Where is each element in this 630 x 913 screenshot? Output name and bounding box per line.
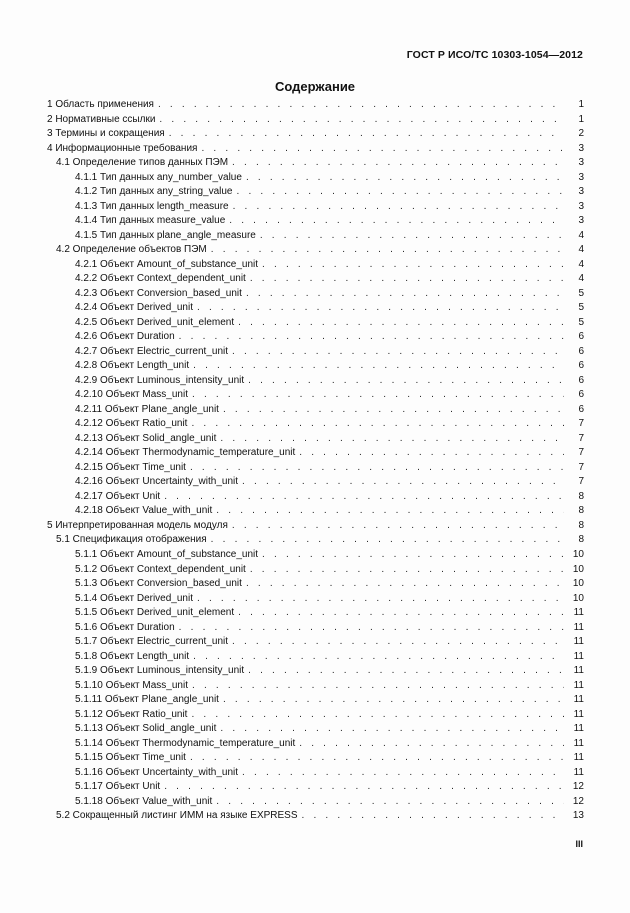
toc-entry[interactable]	[47, 287, 584, 302]
dot-leader	[246, 171, 564, 186]
toc-entry-label: 4.2.6 Объект Duration	[75, 331, 175, 343]
dot-leader	[246, 287, 564, 302]
toc-entry-page-number: 6	[578, 389, 584, 401]
toc-entry[interactable]	[47, 417, 584, 432]
toc-entry-label: 5.1.9 Объект Luminous_intensity_unit	[75, 665, 245, 677]
toc-entry-page-number: 11	[573, 650, 584, 662]
toc-entry-label: 5.1.15 Объект Time_unit	[75, 752, 186, 764]
dot-leader	[164, 490, 564, 505]
toc-entry-page-number: 2	[578, 128, 584, 140]
toc-entry-label: 3 Термины и сокращения	[47, 128, 165, 140]
toc-entry[interactable]	[47, 185, 584, 200]
dot-leader	[250, 272, 564, 287]
toc-entry[interactable]	[47, 650, 584, 665]
dot-leader	[232, 635, 564, 650]
toc-entry[interactable]	[47, 577, 584, 592]
toc-entry[interactable]	[47, 809, 584, 824]
toc-entry-label: 1 Область применения	[47, 99, 154, 110]
dot-leader	[197, 301, 564, 316]
toc-entry-page-number: 11	[573, 665, 584, 677]
toc-entry-label: 4.2.3 Объект Conversion_based_unit	[75, 287, 242, 299]
dot-leader	[262, 258, 564, 273]
dot-leader	[232, 345, 564, 360]
toc-entry[interactable]	[47, 766, 584, 781]
toc-entry-page-number: 6	[578, 331, 584, 343]
dot-leader	[248, 374, 564, 389]
dot-leader	[179, 621, 564, 636]
toc-entry-label: 4.1.4 Тип данных measure_value	[75, 215, 226, 227]
dot-leader	[248, 664, 564, 679]
toc-entry-label: 5.1.18 Объект Value_with_unit	[75, 795, 213, 807]
dot-leader	[232, 519, 564, 534]
toc-entry-page-number: 10	[572, 563, 584, 575]
toc-entry-page-number: 5	[578, 302, 584, 314]
dot-leader	[233, 200, 564, 215]
toc-entry-label: 4.2.12 Объект Ratio_unit	[75, 418, 188, 430]
toc-entry-label: 4.2.5 Объект Derived_unit_element	[75, 316, 235, 328]
toc-entry[interactable]	[47, 722, 584, 737]
toc-entry-label: 4.1 Определение типов данных ПЭМ	[56, 157, 229, 169]
toc-entry-page-number: 4	[578, 258, 584, 270]
toc-entry[interactable]	[47, 795, 584, 810]
toc-entry[interactable]	[47, 403, 584, 418]
dot-leader	[246, 577, 564, 592]
dot-leader	[242, 766, 564, 781]
toc-entry-page-number: 5	[578, 316, 584, 328]
toc-entry[interactable]	[47, 737, 584, 752]
toc-entry-page-number: 3	[578, 215, 584, 227]
toc-entry-label: 4.2.8 Объект Length_unit	[75, 360, 190, 372]
toc-entry-label: 4.2.16 Объект Uncertainty_with_unit	[75, 476, 239, 488]
toc-entry-label: 4.2.4 Объект Derived_unit	[75, 302, 193, 314]
toc-entry-label: 5.1.3 Объект Conversion_based_unit	[75, 578, 242, 590]
dot-leader	[190, 461, 564, 476]
toc-entry-label: 5.1.13 Объект Solid_angle_unit	[75, 723, 217, 735]
toc-entry[interactable]	[47, 301, 584, 316]
toc-entry-label: 5.1.17 Объект Unit	[75, 781, 161, 793]
dot-leader	[250, 563, 564, 578]
dot-leader	[238, 606, 564, 621]
toc-entry[interactable]	[47, 548, 584, 563]
dot-leader	[238, 316, 564, 331]
toc-entry[interactable]	[47, 751, 584, 766]
toc-entry-page-number: 4	[578, 229, 584, 241]
toc-entry-label: 5.1 Спецификация отображения	[56, 534, 207, 546]
toc-entry[interactable]	[47, 272, 584, 287]
toc-entry-page-number: 8	[578, 534, 584, 546]
toc-entry-page-number: 4	[578, 273, 584, 285]
toc-entry-page-number: 7	[578, 418, 584, 430]
standard-header: ГОСТ Р ИСО/ТС 10303-1054—2012	[406, 49, 583, 61]
toc-entry[interactable]	[47, 708, 584, 723]
toc-entry[interactable]	[47, 635, 584, 650]
toc-entry-label: 2 Нормативные ссылки	[47, 113, 156, 125]
toc-entry-page-number: 11	[573, 607, 584, 619]
toc-entry[interactable]	[47, 229, 584, 244]
toc-entry[interactable]	[47, 461, 584, 476]
toc-entry-label: 4.2.10 Объект Mass_unit	[75, 389, 188, 401]
toc-entry-label: 5.1.11 Объект Plane_angle_unit	[75, 694, 219, 706]
toc-entry-label: 5.1.10 Объект Mass_unit	[75, 679, 188, 691]
toc-entry-label: 5.2 Сокращенный листинг ИММ на языке EXPRESS	[56, 810, 298, 822]
toc-entry-label: 5.1.12 Объект Ratio_unit	[75, 708, 188, 720]
toc-entry-page-number: 6	[578, 345, 584, 357]
toc-entry[interactable]	[47, 563, 584, 578]
dot-leader	[193, 359, 564, 374]
toc-entry-label: 4.2.18 Объект Value_with_unit	[75, 505, 213, 517]
toc-entry-label: 4.2 Определение объектов ПЭМ	[56, 244, 207, 256]
dot-leader	[190, 751, 564, 766]
toc-entry[interactable]	[47, 258, 584, 273]
toc-entry-label: 4.2.11 Объект Plane_angle_unit	[75, 403, 219, 415]
toc-entry-label: 4.2.17 Объект Unit	[75, 490, 161, 502]
toc-entry[interactable]	[47, 113, 584, 128]
toc-entry-page-number: 6	[578, 374, 584, 386]
toc-entry[interactable]	[47, 432, 584, 447]
toc-entry-page-number: 6	[578, 360, 584, 372]
toc-entry-page-number: 12	[572, 781, 584, 793]
toc-entry-page-number: 11	[573, 723, 584, 735]
dot-leader	[262, 548, 564, 563]
dot-leader	[223, 403, 564, 418]
toc-entry-label: 4.1.2 Тип данных any_string_value	[75, 186, 233, 198]
page-title: Содержание	[274, 79, 356, 94]
dot-leader	[201, 142, 564, 157]
dot-leader	[236, 185, 564, 200]
toc-entry[interactable]	[47, 200, 584, 215]
dot-leader	[191, 417, 564, 432]
dot-leader	[164, 780, 564, 795]
toc-entry-page-number: 11	[573, 694, 584, 706]
toc-entry-label: 4.2.9 Объект Luminous_intensity_unit	[75, 374, 245, 386]
dot-leader	[299, 737, 564, 752]
toc-entry-label: 5.1.8 Объект Length_unit	[75, 650, 190, 662]
dot-leader	[169, 127, 564, 142]
dot-leader	[211, 533, 564, 548]
toc-entry-page-number: 8	[578, 505, 584, 517]
toc-entry-page-number: 11	[573, 766, 584, 778]
toc-entry-page-number: 10	[572, 578, 584, 590]
toc-entry[interactable]	[47, 664, 584, 679]
toc-entry-label: 5.1.1 Объект Amount_of_substance_unit	[75, 548, 259, 560]
toc-entry[interactable]	[47, 330, 584, 345]
toc-entry[interactable]	[47, 142, 584, 157]
toc-entry-page-number: 1	[578, 99, 584, 110]
dot-leader	[158, 98, 564, 113]
toc-entry[interactable]	[47, 98, 584, 113]
toc-entry-label: 4.1.3 Тип данных length_measure	[75, 200, 229, 212]
toc-entry-page-number: 11	[573, 737, 584, 749]
toc-entry-label: 4.1.5 Тип данных plane_angle_measure	[75, 229, 256, 241]
dot-leader	[232, 156, 564, 171]
toc-entry-page-number: 10	[572, 592, 584, 604]
toc-entry-page-number: 11	[573, 708, 584, 720]
toc-entry-page-number: 3	[578, 171, 584, 183]
dot-leader	[260, 229, 564, 244]
toc-entry-page-number: 8	[578, 519, 584, 531]
toc-entry[interactable]	[47, 171, 584, 186]
dot-leader	[220, 432, 564, 447]
toc-entry-page-number: 3	[578, 157, 584, 169]
toc-entry[interactable]	[47, 592, 584, 607]
toc-entry-label: 5.1.7 Объект Electric_current_unit	[75, 636, 229, 648]
toc-entry-label: 5 Интерпретированная модель модуля	[47, 519, 228, 531]
toc-entry-label: 5.1.2 Объект Context_dependent_unit	[75, 563, 246, 575]
toc-entry-label: 4.2.1 Объект Amount_of_substance_unit	[75, 258, 259, 270]
toc-entry-label: 4.1.1 Тип данных any_number_value	[75, 171, 242, 183]
dot-leader	[223, 693, 564, 708]
toc-entry-page-number: 11	[573, 636, 584, 648]
toc-entry[interactable]	[47, 127, 584, 142]
dot-leader	[192, 388, 564, 403]
toc-entry-page-number: 11	[573, 621, 584, 633]
toc-entry[interactable]	[47, 374, 584, 389]
toc-entry[interactable]	[47, 519, 584, 534]
toc-entry-page-number: 1	[578, 113, 584, 125]
toc-entry[interactable]	[47, 679, 584, 694]
page-number-footer: III	[575, 839, 583, 849]
toc-entry-page-number: 4	[578, 244, 584, 256]
dot-leader	[159, 113, 564, 128]
dot-leader	[216, 504, 564, 519]
dot-leader	[197, 592, 564, 607]
toc-entry[interactable]	[47, 475, 584, 490]
toc-entry-page-number: 11	[573, 679, 584, 691]
toc-entry-label: 4 Информационные требования	[47, 142, 198, 154]
toc-entry[interactable]	[47, 388, 584, 403]
toc-entry-label: 5.1.6 Объект Duration	[75, 621, 175, 633]
table-of-contents	[47, 98, 584, 824]
toc-entry[interactable]	[47, 780, 584, 795]
toc-entry-page-number: 5	[578, 287, 584, 299]
toc-entry[interactable]	[47, 243, 584, 258]
dot-leader	[242, 475, 564, 490]
toc-entry-page-number: 10	[572, 548, 584, 560]
toc-entry[interactable]	[47, 446, 584, 461]
dot-leader	[179, 330, 564, 345]
toc-entry-page-number: 7	[578, 461, 584, 473]
dot-leader	[220, 722, 564, 737]
toc-entry-label: 5.1.14 Объект Thermodynamic_temperature_unit	[75, 737, 296, 749]
toc-entry-page-number: 3	[578, 142, 584, 154]
dot-leader	[191, 708, 564, 723]
dot-leader	[229, 214, 564, 229]
toc-entry[interactable]	[47, 156, 584, 171]
toc-entry-page-number: 7	[578, 447, 584, 459]
toc-entry[interactable]	[47, 490, 584, 505]
toc-entry-label: 4.2.13 Объект Solid_angle_unit	[75, 432, 217, 444]
dot-leader	[192, 679, 564, 694]
dot-leader	[193, 650, 564, 665]
toc-entry-label: 4.2.7 Объект Electric_current_unit	[75, 345, 229, 357]
toc-entry[interactable]	[47, 316, 584, 331]
toc-entry-label: 5.1.4 Объект Derived_unit	[75, 592, 193, 604]
toc-entry-label: 4.2.2 Объект Context_dependent_unit	[75, 273, 246, 285]
toc-entry[interactable]	[47, 504, 584, 519]
toc-entry-page-number: 7	[578, 432, 584, 444]
toc-entry-label: 4.2.14 Объект Thermodynamic_temperature_unit	[75, 447, 296, 459]
toc-entry-page-number: 13	[572, 810, 584, 822]
toc-entry-label: 5.1.16 Объект Uncertainty_with_unit	[75, 766, 239, 778]
toc-entry[interactable]	[47, 359, 584, 374]
toc-entry[interactable]	[47, 214, 584, 229]
toc-entry-page-number: 3	[578, 200, 584, 212]
toc-entry-page-number: 6	[578, 403, 584, 415]
toc-entry-label: 4.2.15 Объект Time_unit	[75, 461, 186, 473]
toc-entry-page-number: 7	[578, 476, 584, 488]
toc-entry-page-number: 3	[578, 186, 584, 198]
toc-entry[interactable]	[47, 606, 584, 621]
toc-entry[interactable]	[47, 621, 584, 636]
toc-entry[interactable]	[47, 693, 584, 708]
toc-entry[interactable]	[47, 533, 584, 548]
dot-leader	[211, 243, 564, 258]
dot-leader	[299, 446, 564, 461]
toc-entry-page-number: 12	[572, 795, 584, 807]
dot-leader	[216, 795, 564, 810]
dot-leader	[302, 809, 564, 824]
toc-entry-label: 5.1.5 Объект Derived_unit_element	[75, 607, 235, 619]
toc-entry[interactable]	[47, 345, 584, 360]
toc-entry-page-number: 11	[573, 752, 584, 764]
toc-entry-page-number: 8	[578, 490, 584, 502]
